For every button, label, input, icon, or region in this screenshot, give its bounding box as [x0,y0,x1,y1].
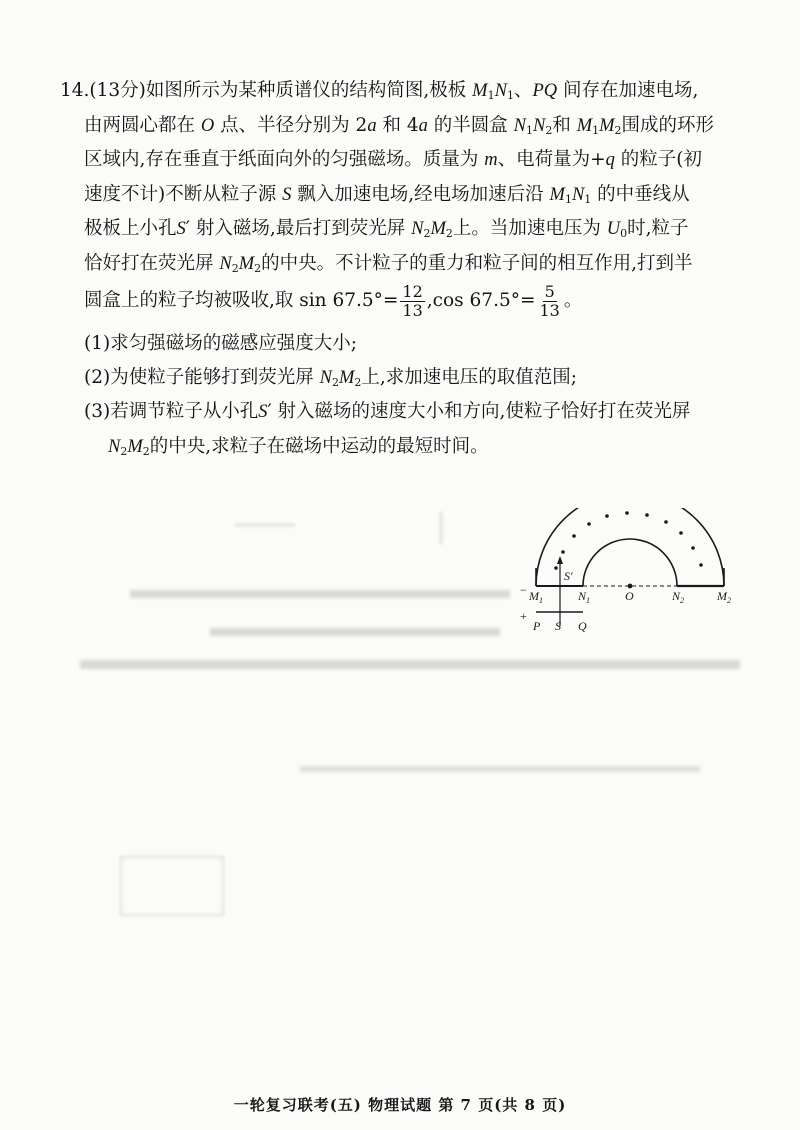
problem-line-5: 极板上小孔S′ 射入磁场,最后打到荧光屏 $N_2M_2$上。当加速电压为 $U_0$时,粒子 [84,218,689,240]
fraction-sin: $\frac{12}{13}$ [402,281,423,320]
problem-line-2: 由两圆心都在 O 点、半径分别为 2a 和 4a 的半圆盒 $N_1N_2$和 $M_1M_2$围成的环形 [84,114,715,137]
problem-line-3: 区域内,存在垂直于纸面向外的匀强磁场。质量为 m、电荷量为+q 的粒子(初 [84,149,703,170]
label-p: P [533,619,541,633]
label-s-prime: S′ [564,569,573,583]
problem-14 [60,74,750,464]
problem-line-6: 恰好打在荧光屏 $N_2M_2$的中央。不计粒子的重力和粒子间的相互作用,打到半 [84,252,693,275]
problem-number: 14. [60,80,90,101]
problem-score: (13分) [89,80,146,101]
problem-line-7: 圆盒上的粒子均被吸收,取 sin 67.5°= $\frac{12}{13}$ ,cos 67.5°= $\frac{5}{13}$ 。 [84,281,583,320]
center-point-o [628,584,633,589]
velocity-arrow [557,556,563,564]
fraction-cos: $\frac{5}{13}$ [539,281,560,320]
field-dots [554,511,703,570]
question-3: (3)若调节粒子从小孔S′ 射入磁场的速度大小和方向,使粒子恰好打在荧光屏 [84,401,691,422]
label-n2: $N_2$ [672,589,685,605]
question-2: (2)为使粒子能够打到荧光屏 $N_2M_2$上,求加速电压的取值范围; [84,366,577,389]
page-footer: 一轮复习联考(五) 物理试题 第 7 页(共 8 页) [233,1096,567,1114]
label-m2: $M_2$ [717,589,731,605]
label-plus: + [520,609,527,623]
label-s: S [555,619,561,633]
label-n1: $N_1$ [578,589,591,605]
question-1: (1)求匀强磁场的磁感应强度大小; [84,333,357,354]
inner-semicircle [583,539,677,586]
label-m1: $M_1$ [529,589,543,605]
label-q: Q [578,619,587,633]
problem-line-1: 14.(13分)如图所示为某种质谱仪的结构简图,极板 $M_1N_1$、PQ 间存在加速电场, [60,80,699,102]
label-minus: − [520,583,527,597]
label-o: O [625,589,634,603]
problem-line-4: 速度不计)不断从粒子源 S 飘入加速电场,经电场加速后沿 $M_1N_1$ 的中垂线从 [84,183,690,206]
question-3-cont: $N_2M_2$的中央,求粒子在磁场中运动的最短时间。 [108,435,489,458]
mass-spectrometer-figure [506,508,746,644]
